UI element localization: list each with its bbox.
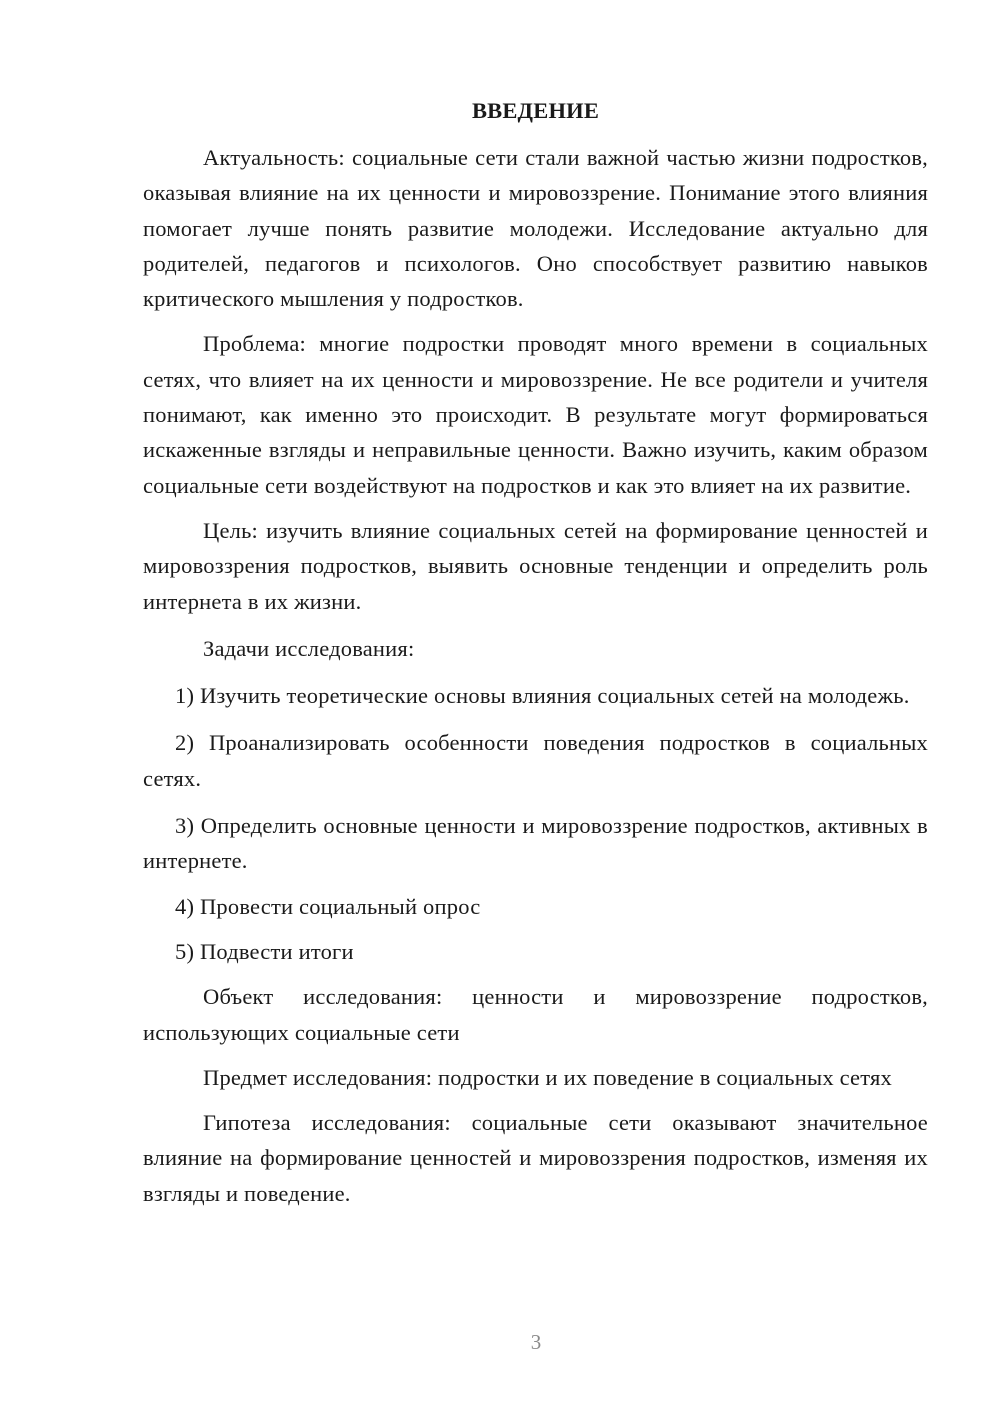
list-item: 5) Подвести итоги [175, 938, 354, 964]
subject-paragraph: Предмет исследования: подростки и их поведение в социальных сетях [203, 1064, 892, 1090]
tasks-list [143, 678, 928, 969]
object-paragraph: Объект исследования: ценности и мировоззрение подростков, использующих социальные сети [143, 984, 928, 1045]
page-number: 3 [530, 1330, 542, 1354]
hypothesis-paragraph: Гипотеза исследования: социальные сети оказывают значительное влияние на формирование ценностей и мировоззрения подростков, изменяя их взгляды и поведение. [143, 1110, 928, 1206]
document-body [143, 94, 928, 1211]
list-item: 1) Изучить теоретические основы влияния социальных сетей на молодежь. [175, 683, 910, 709]
list-item: 3) Определить основные ценности и мировоззрение подростков, активных в интернете. [143, 813, 928, 874]
tasks-label: Задачи исследования: [203, 635, 415, 661]
relevance-paragraph: Актуальность: социальные сети стали важной частью жизни подростков, оказывая влияние на их ценности и мировоззрение. Понимание этого влияния помогает лучше понять развитие молодежи. Исследование актуально для родителей, педагогов и психологов. Оно способствует развитию навыков критического мышления у подростков. [143, 145, 928, 312]
problem-paragraph: Проблема: многие подростки проводят много времени в социальных сетях, что влияет на их ценности и мировоззрение. Не все родители и учителя понимают, как именно это происходит. В результате могут формироваться искаженные взгляды и неправильные ценности. Важно изучить, каким образом социальные сети воздействуют на подростков и как это влияет на их развитие. [143, 331, 928, 498]
page-title: ВВЕДЕНИЕ [471, 98, 600, 123]
list-item: 2) Проанализировать особенности поведения подростков в социальных сетях. [143, 730, 928, 791]
list-item: 4) Провести социальный опрос [175, 893, 481, 919]
goal-paragraph: Цель: изучить влияние социальных сетей на формирование ценностей и мировоззрения подростков, выявить основные тенденции и определить роль интернета в их жизни. [143, 517, 928, 614]
